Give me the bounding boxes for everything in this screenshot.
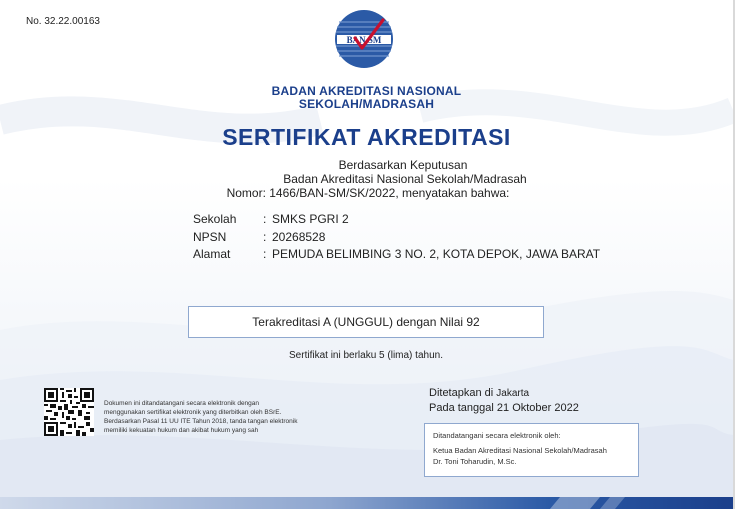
certificate-title: SERTIFIKAT AKREDITASI (222, 124, 511, 150)
certificate-number: No. 32.22.00163 (26, 16, 100, 27)
signer-name: Dr. Toni Toharudin, M.Sc. (433, 457, 517, 466)
qr-code (44, 388, 94, 436)
school-separator: : (263, 212, 267, 226)
intro-line2: Badan Akreditasi Nasional Sekolah/Madrasah (283, 172, 527, 186)
ban-sm-logo (333, 8, 395, 70)
accreditation-result: Terakreditasi A (UNGGUL) dengan Nilai 92 (252, 315, 480, 329)
e-signature-notice-line4: memiliki kekuatan hukum dan akibat hukum yang sah (104, 427, 259, 434)
address-label: Alamat (193, 247, 231, 261)
intro-line1: Berdasarkan Keputusan (338, 158, 468, 172)
e-signature-notice-line2: menggunakan sertifikat elektronik yang diterbitkan oleh BSrE. (104, 409, 282, 416)
issued-place (429, 387, 529, 399)
issued-date-value: 21 Oktober 2022 (496, 402, 579, 414)
org-name-line2: SEKOLAH/MADRASAH (298, 97, 435, 111)
signer-header: Ditandatangani secara elektronik oleh: (433, 431, 561, 440)
npsn-separator: : (263, 230, 267, 244)
validity-statement: Sertifikat ini berlaku 5 (lima) tahun. (289, 350, 443, 361)
issued-date-label: Pada tanggal (429, 402, 494, 414)
npsn-label: NPSN (193, 230, 227, 244)
address-value: PEMUDA BELIMBING 3 NO. 2, KOTA DEPOK, JAWA BARAT (272, 247, 601, 261)
e-signature-notice-line1: Dokumen ini ditandatangani secara elektronik dengan (104, 400, 260, 407)
address-separator: : (263, 247, 267, 261)
intro-line3: Nomor: 1466/BAN-SM/SK/2022, menyatakan bahwa: (226, 186, 510, 200)
e-signature-notice-line3: Berdasarkan Pasal 11 UU ITE Tahun 2018, tanda tangan elektronik (104, 418, 298, 425)
issued-place-value: Jakarta (496, 388, 530, 399)
issued-place-label: Ditetapkan di (429, 387, 494, 399)
svg-text:BAN SM: BAN SM (346, 35, 382, 45)
signer-title: Ketua Badan Akreditasi Nasional Sekolah/Madrasah (433, 446, 607, 455)
issued-date (429, 402, 579, 414)
school-label: Sekolah (193, 212, 237, 226)
bottom-decorative-bar (0, 497, 733, 509)
org-name-line1: BADAN AKREDITASI NASIONAL (271, 84, 462, 98)
accreditation-result-box (188, 306, 544, 338)
signature-box (424, 423, 639, 477)
npsn-value: 20268528 (272, 230, 326, 244)
school-value: SMKS PGRI 2 (272, 212, 349, 226)
